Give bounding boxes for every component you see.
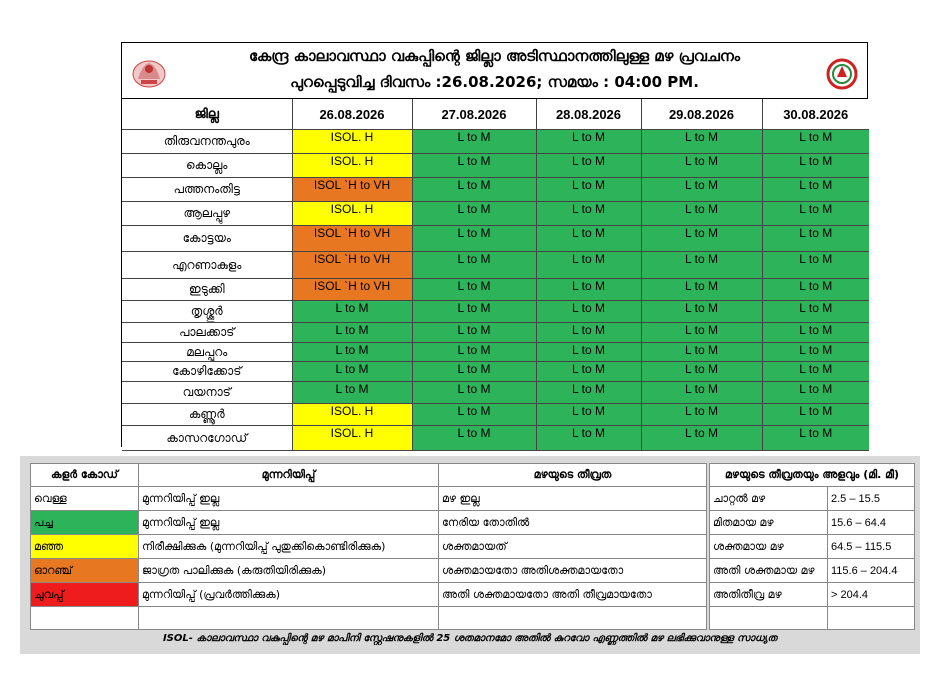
- intensity-header: മഴയുടെ തീവ്രതയും അളവും (മി. മീ): [710, 464, 915, 487]
- intensity-text: അതി ശക്തമായതോ അതി തീവ്രമായതോ: [439, 583, 707, 607]
- forecast-cell: ISOL. H: [292, 130, 412, 154]
- district-name: മലപ്പുറം: [122, 343, 292, 362]
- forecast-cell: L to M: [762, 279, 869, 301]
- forecast-cell: L to M: [536, 226, 641, 252]
- empty-cell: [139, 607, 439, 630]
- district-row: [122, 426, 869, 451]
- color-code-swatch: പച്ച: [31, 511, 139, 535]
- forecast-cell: L to M: [536, 301, 641, 323]
- forecast-cell: L to M: [412, 178, 536, 202]
- forecast-cell: ISOL `H to VH: [292, 226, 412, 252]
- forecast-cell: L to M: [536, 252, 641, 279]
- district-row: [122, 362, 869, 382]
- district-column-header: ജില്ല: [122, 99, 292, 130]
- date-header: 30.08.2026: [762, 99, 869, 130]
- forecast-cell: L to M: [412, 343, 536, 362]
- forecast-cell: L to M: [641, 343, 762, 362]
- date-header-row: [122, 99, 869, 130]
- forecast-cell: ISOL `H to VH: [292, 279, 412, 301]
- page-title: കേന്ദ്ര കാലാവസ്ഥാ വകുപ്പിന്റെ ജില്ലാ അടിസ്ഥാനത്തിലുള്ള മഴ പ്രവചനം: [248, 47, 741, 65]
- forecast-cell: L to M: [641, 404, 762, 426]
- forecast-cell: L to M: [292, 323, 412, 343]
- forecast-cell: L to M: [641, 178, 762, 202]
- warning-text: ജാഗ്രത പാലിക്കുക (കരുതിയിരിക്കുക): [139, 559, 439, 583]
- intensity-row: [710, 487, 915, 511]
- forecast-cell: L to M: [412, 323, 536, 343]
- imd-logo-icon: [823, 57, 861, 95]
- forecast-cell: L to M: [292, 362, 412, 382]
- legend-table: [30, 463, 707, 630]
- forecast-cell: L to M: [536, 323, 641, 343]
- color-code-swatch: ഓറഞ്ച്: [31, 559, 139, 583]
- intensity-text: ശക്തമായതോ അതിശക്തമായതോ: [439, 559, 707, 583]
- empty-cell: [31, 607, 139, 630]
- forecast-cell: L to M: [641, 426, 762, 451]
- forecast-cell: L to M: [536, 382, 641, 404]
- district-name: ആലപ്പുഴ: [122, 202, 292, 226]
- district-row: [122, 202, 869, 226]
- forecast-cell: L to M: [762, 362, 869, 382]
- forecast-cell: L to M: [762, 323, 869, 343]
- legend-empty-row: [31, 607, 707, 630]
- legend-header-row: [31, 464, 707, 487]
- intensity-legend: [709, 463, 914, 629]
- legend-row: [31, 583, 707, 607]
- forecast-grid: [122, 99, 869, 451]
- intensity-range: 115.6 – 204.4: [828, 559, 915, 583]
- district-row: [122, 343, 869, 362]
- forecast-cell: ISOL `H to VH: [292, 252, 412, 279]
- forecast-cell: L to M: [762, 343, 869, 362]
- color-code-swatch: ചുവപ്പ്: [31, 583, 139, 607]
- footnote: ISOL- കാലാവസ്ഥാ വകുപ്പിന്റെ മഴ മാപിനി സ്റ്റേഷനുകളിൽ 25 ശതമാനമോ അതിൽ കുറവോ എണ്ണത്തിൽ മഴ ലഭിക്കുവാനുള്ള സാധ്യത: [162, 633, 778, 644]
- empty-cell: [828, 607, 915, 630]
- district-name: കണ്ണൂർ: [122, 404, 292, 426]
- forecast-table-panel: [121, 42, 868, 447]
- forecast-cell: L to M: [641, 279, 762, 301]
- forecast-cell: ISOL. H: [292, 202, 412, 226]
- forecast-cell: L to M: [641, 154, 762, 178]
- legend-row: [31, 511, 707, 535]
- forecast-cell: L to M: [762, 202, 869, 226]
- district-row: [122, 279, 869, 301]
- forecast-cell: L to M: [641, 323, 762, 343]
- district-name: കോട്ടയം: [122, 226, 292, 252]
- issue-info: പുറപ്പെടുവിച്ച ദിവസം :26.08.2026; സമയം : 04:00 PM.: [290, 73, 699, 91]
- forecast-cell: L to M: [641, 130, 762, 154]
- forecast-cell: L to M: [412, 130, 536, 154]
- forecast-cell: L to M: [536, 343, 641, 362]
- forecast-cell: ISOL. H: [292, 426, 412, 451]
- forecast-cell: L to M: [762, 178, 869, 202]
- district-row: [122, 226, 869, 252]
- color-code-swatch: വെള്ള: [31, 487, 139, 511]
- district-row: [122, 404, 869, 426]
- forecast-cell: L to M: [412, 154, 536, 178]
- intensity-row: [710, 583, 915, 607]
- forecast-cell: L to M: [292, 382, 412, 404]
- district-name: ഇടുക്കി: [122, 279, 292, 301]
- forecast-cell: L to M: [536, 279, 641, 301]
- forecast-cell: L to M: [762, 154, 869, 178]
- color-code-swatch: മഞ്ഞ: [31, 535, 139, 559]
- forecast-cell: L to M: [762, 404, 869, 426]
- intensity-label: അതി ശക്തമായ മഴ: [710, 559, 828, 583]
- forecast-cell: L to M: [412, 226, 536, 252]
- intensity-text: നേരിയ തോതിൽ: [439, 511, 707, 535]
- legend-header: കളർ കോഡ്: [31, 464, 139, 487]
- forecast-cell: L to M: [412, 382, 536, 404]
- forecast-cell: L to M: [412, 202, 536, 226]
- intensity-row: [710, 559, 915, 583]
- district-row: [122, 301, 869, 323]
- district-name: കൊല്ലം: [122, 154, 292, 178]
- intensity-label: ചാറ്റൽ മഴ: [710, 487, 828, 511]
- intensity-range: 2.5 – 15.5: [828, 487, 915, 511]
- forecast-cell: ISOL `H to VH: [292, 178, 412, 202]
- intensity-row: [710, 535, 915, 559]
- forecast-header: [122, 43, 867, 99]
- forecast-cell: L to M: [536, 362, 641, 382]
- district-name: കാസറഗോഡ്: [122, 426, 292, 451]
- forecast-cell: L to M: [762, 130, 869, 154]
- intensity-table: [709, 463, 915, 630]
- forecast-cell: L to M: [292, 301, 412, 323]
- forecast-cell: L to M: [641, 226, 762, 252]
- forecast-cell: L to M: [412, 362, 536, 382]
- forecast-cell: L to M: [762, 252, 869, 279]
- forecast-cell: L to M: [536, 202, 641, 226]
- forecast-cell: L to M: [292, 343, 412, 362]
- forecast-cell: L to M: [412, 426, 536, 451]
- legend-row: [31, 559, 707, 583]
- intensity-range: > 204.4: [828, 583, 915, 607]
- intensity-row: [710, 511, 915, 535]
- district-row: [122, 252, 869, 279]
- forecast-cell: L to M: [762, 226, 869, 252]
- forecast-cell: ISOL. H: [292, 154, 412, 178]
- district-row: [122, 154, 869, 178]
- district-row: [122, 178, 869, 202]
- district-name: പത്തനംതിട്ട: [122, 178, 292, 202]
- forecast-cell: L to M: [536, 178, 641, 202]
- forecast-cell: L to M: [762, 301, 869, 323]
- intensity-label: ശക്തമായ മഴ: [710, 535, 828, 559]
- date-header: 26.08.2026: [292, 99, 412, 130]
- warning-text: മുന്നറിയിപ്പ് ഇല്ല: [139, 487, 439, 511]
- date-header: 27.08.2026: [412, 99, 536, 130]
- forecast-cell: L to M: [641, 252, 762, 279]
- intensity-label: അതിതീവ്ര മഴ: [710, 583, 828, 607]
- intensity-range: 15.6 – 64.4: [828, 511, 915, 535]
- forecast-cell: L to M: [412, 252, 536, 279]
- district-name: എറണാകുളം: [122, 252, 292, 279]
- legend-panel: [20, 456, 920, 654]
- district-row: [122, 323, 869, 343]
- intensity-label: മിതമായ മഴ: [710, 511, 828, 535]
- forecast-cell: L to M: [641, 382, 762, 404]
- forecast-cell: L to M: [762, 426, 869, 451]
- forecast-cell: L to M: [536, 426, 641, 451]
- forecast-cell: L to M: [641, 301, 762, 323]
- intensity-text: ശക്തമായത്: [439, 535, 707, 559]
- empty-cell: [710, 607, 828, 630]
- district-row: [122, 382, 869, 404]
- district-name: പാലക്കാട്: [122, 323, 292, 343]
- forecast-cell: L to M: [412, 301, 536, 323]
- color-code-legend: [30, 463, 706, 629]
- intensity-text: മഴ ഇല്ല: [439, 487, 707, 511]
- district-row: [122, 130, 869, 154]
- warning-text: മുന്നറിയിപ്പ് ഇല്ല: [139, 511, 439, 535]
- legend-header: മഴയുടെ തീവ്രത: [439, 464, 707, 487]
- forecast-cell: L to M: [412, 404, 536, 426]
- forecast-cell: L to M: [762, 382, 869, 404]
- forecast-cell: L to M: [536, 154, 641, 178]
- district-name: തിരുവനന്തപുരം: [122, 130, 292, 154]
- warning-text: നിരീക്ഷിക്കുക (മുന്നറിയിപ്പ് പുതുക്കികൊണ്ടിരിക്കുക): [139, 535, 439, 559]
- legend-row: [31, 535, 707, 559]
- forecast-cell: L to M: [536, 130, 641, 154]
- intensity-header-row: [710, 464, 915, 487]
- forecast-cell: L to M: [641, 202, 762, 226]
- intensity-range: 64.5 – 115.5: [828, 535, 915, 559]
- forecast-cell: L to M: [641, 362, 762, 382]
- district-name: കോഴിക്കോട്: [122, 362, 292, 382]
- empty-cell: [439, 607, 707, 630]
- warning-text: മുന്നറിയിപ്പ് (പ്രവർത്തിക്കുക): [139, 583, 439, 607]
- forecast-cell: L to M: [536, 404, 641, 426]
- forecast-cell: L to M: [412, 279, 536, 301]
- district-name: വയനാട്: [122, 382, 292, 404]
- legend-header: മുന്നറിയിപ്പ്: [139, 464, 439, 487]
- date-header: 28.08.2026: [536, 99, 641, 130]
- district-name: തൃശ്ശൂർ: [122, 301, 292, 323]
- date-header: 29.08.2026: [641, 99, 762, 130]
- intensity-empty-row: [710, 607, 915, 630]
- legend-row: [31, 487, 707, 511]
- forecast-cell: ISOL. H: [292, 404, 412, 426]
